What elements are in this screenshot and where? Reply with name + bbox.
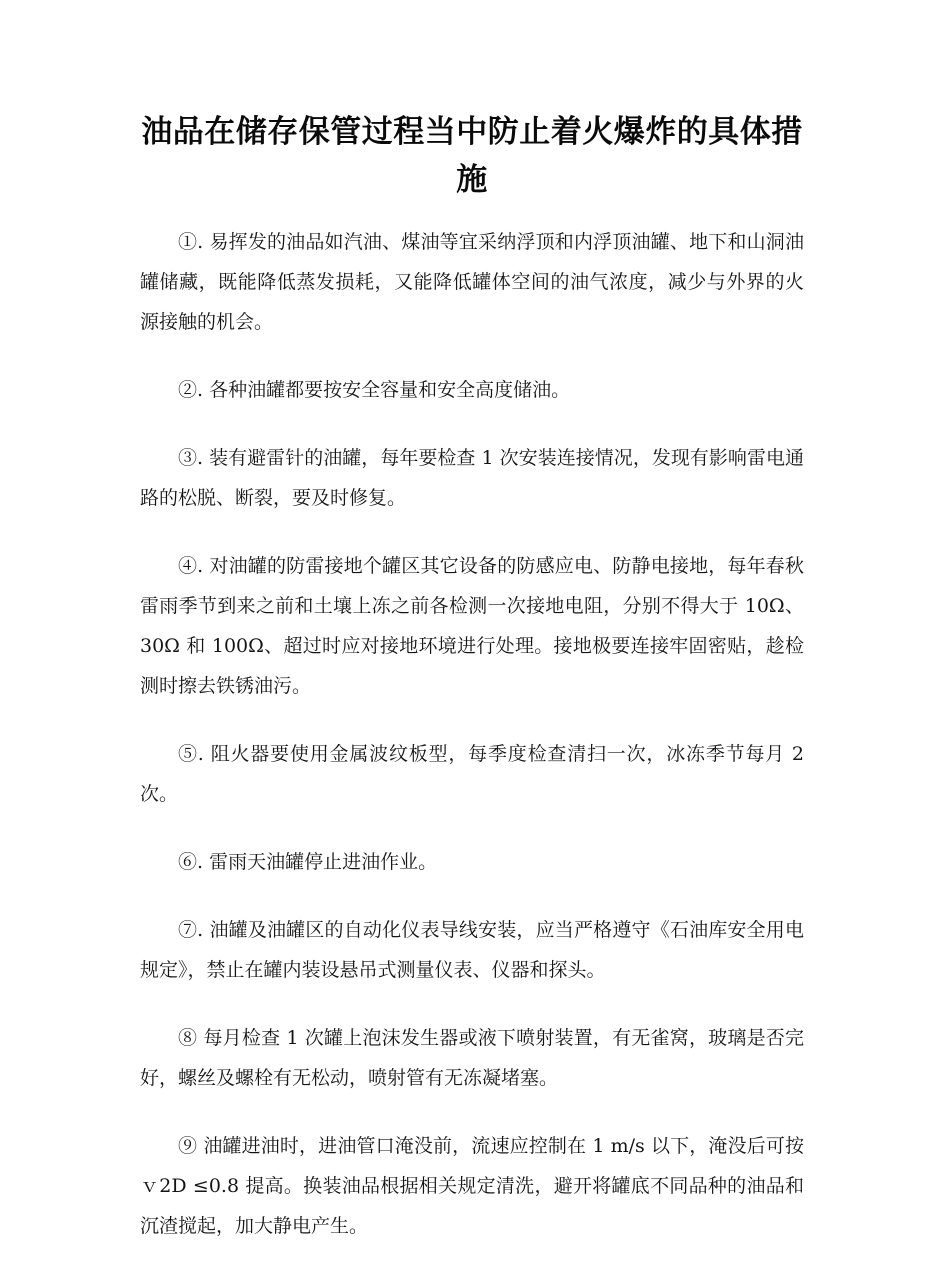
paragraph-2: ②. 各种油罐都要按安全容量和安全高度储油。 <box>178 379 571 401</box>
document-page <box>140 108 804 1274</box>
paragraph-9: ⑨ 油罐进油时，进油管口淹没前，流速应控制在 1 m/s 以下，淹没后可按 ｖ2D ≤0.8 提高。换装油品根据相关规定清洗，避开将罐底不同品种的油品和沉渣搅起，加大静电产生。 <box>140 1135 804 1237</box>
paragraph-8: ⑧ 每月检查 1 次罐上泡沫发生器或液下喷射装置，有无雀窝，玻璃是否完好，螺丝及螺栓有无松动，喷射管有无冻凝堵塞。 <box>140 1027 804 1089</box>
document-title: 油品在储存保管过程当中防止着火爆炸的具体措施 <box>141 114 803 198</box>
paragraph-4: ④. 对油罐的防雷接地个罐区其它设备的防感应电、防静电接地，每年春秋雷雨季节到来之前和土壤上冻之前各检测一次接地电阻，分别不得大于 10Ω、30Ω 和 100Ω、超过时应对接地环境进行处理。接地极要连接牢固密贴，趁检测时擦去铁锈油污。 <box>140 555 804 697</box>
paragraph-5: ⑤. 阻火器要使用金属波纹板型，每季度检查清扫一次，冰冻季节每月 2 次。 <box>140 743 804 805</box>
paragraph-3: ③. 装有避雷针的油罐，每年要检查 1 次安装连接情况，发现有影响雷电通路的松脱、断裂，要及时修复。 <box>140 447 804 509</box>
paragraph-6: ⑥. 雷雨天油罐停止进油作业。 <box>178 851 438 873</box>
paragraph-1: ①. 易挥发的油品如汽油、煤油等宜采纳浮顶和内浮顶油罐、地下和山洞油罐储藏，既能降低蒸发损耗，又能降低罐体空间的油气浓度，减少与外界的火源接触的机会。 <box>140 231 804 333</box>
paragraph-7: ⑦. 油罐及油罐区的自动化仪表导线安装，应当严格遵守《石油库安全用电规定》，禁止在罐内装设悬吊式测量仪表、仪器和探头。 <box>140 919 804 981</box>
